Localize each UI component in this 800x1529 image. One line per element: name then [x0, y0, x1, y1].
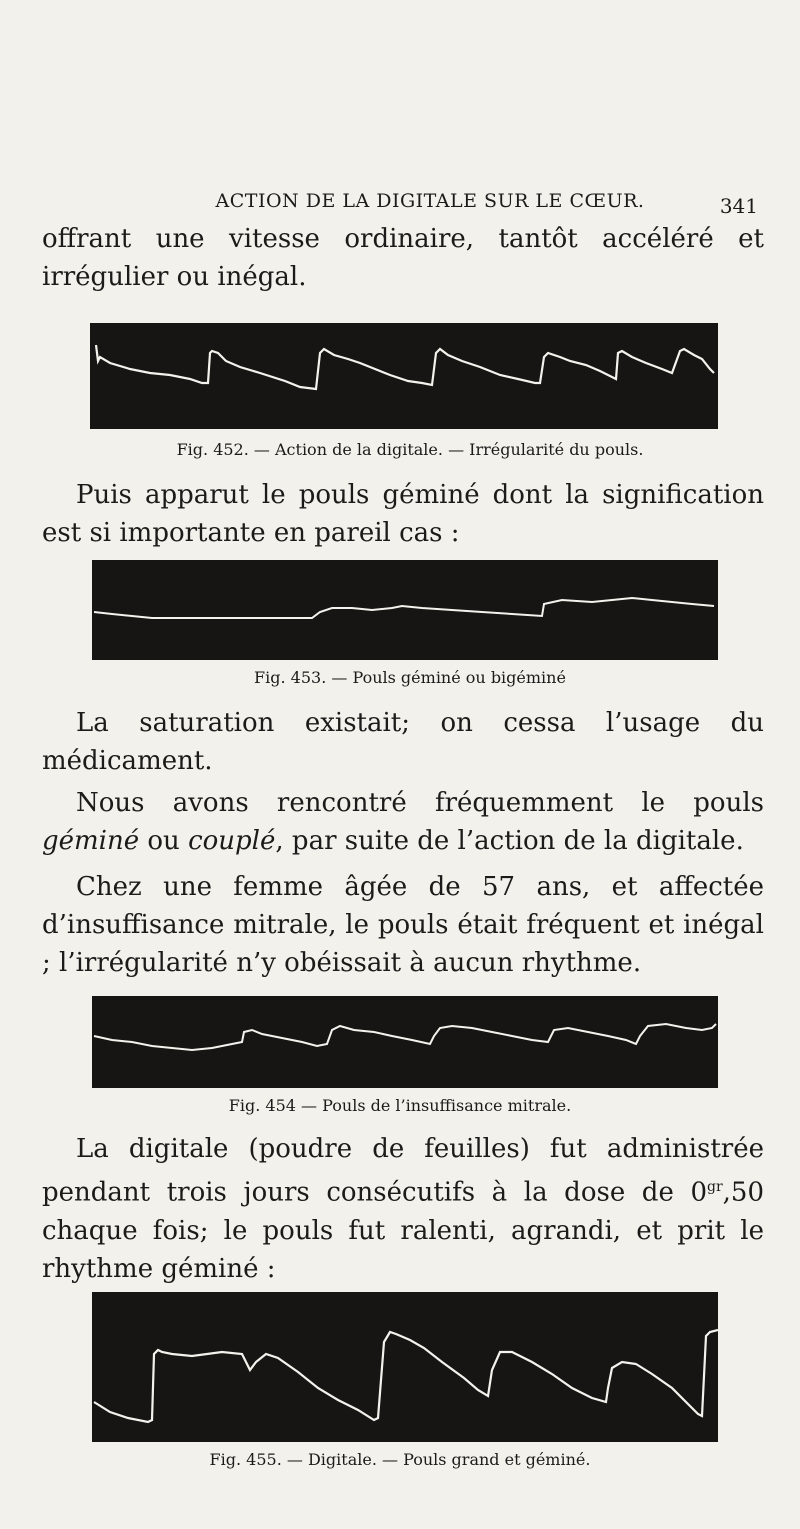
paragraph-4-italic-gemine: géminé [42, 826, 140, 856]
page-number: 341 [719, 194, 758, 218]
paragraph-5: Chez une femme âgée de 57 ans, et affectée d’insuffisance mitrale, le pouls était fréquent et inégal ; l’irrégularité n’y obéissait à aucun rhythme. [42, 872, 764, 978]
paragraph-2: Puis apparut le pouls géminé dont la signification est si importante en pareil cas : [42, 480, 764, 548]
paragraph-6 [42, 1130, 764, 1288]
figure-455-caption: Fig. 455. — Digitale. — Pouls grand et géminé. [209, 1450, 591, 1469]
figure-453-caption: Fig. 453. — Pouls géminé ou bigéminé [254, 668, 566, 687]
paragraph-3: La saturation existait; on cessa l’usage du médicament. [42, 708, 764, 776]
paragraph-4-text-a: Nous avons rencontré fréquemment le pouls [76, 788, 764, 818]
pulse-trace-453 [92, 560, 718, 660]
figure-454-caption: Fig. 454 — Pouls de l’insuffisance mitrale. [228, 1096, 572, 1115]
pulse-trace-454 [92, 996, 718, 1088]
paragraph-4 [42, 784, 764, 860]
figure-455-sphygmogram [92, 1292, 718, 1442]
pulse-trace-455 [92, 1292, 718, 1442]
paragraph-4-italic-couple: couplé [188, 826, 276, 856]
figure-452-caption: Fig. 452. — Action de la digitale. — Irrégularité du pouls. [176, 440, 644, 459]
running-title: ACTION DE LA DIGITALE SUR LE CŒUR. [215, 190, 645, 212]
paragraph-6-text-a: La digitale (poudre de feuilles) fut administrée pendant trois jours consécutifs à la dose de 0 [42, 1134, 764, 1208]
paragraph-6-text-b: ,50 chaque fois; le pouls fut ralenti, agrandi, et prit le rhythme géminé : [42, 1177, 764, 1284]
paragraph-4-text-c: , par suite de l’action de la digitale. [275, 826, 744, 856]
figure-454-sphygmogram [92, 996, 718, 1088]
figure-452-sphygmogram [90, 323, 718, 429]
figure-453-sphygmogram [92, 560, 718, 660]
paragraph-4-text-b: ou [139, 826, 189, 856]
pulse-trace-452 [90, 323, 718, 429]
paragraph-1: offrant une vitesse ordinaire, tantôt accéléré et irrégulier ou inégal. [42, 224, 764, 292]
paragraph-6-superscript: gr [706, 1179, 723, 1195]
